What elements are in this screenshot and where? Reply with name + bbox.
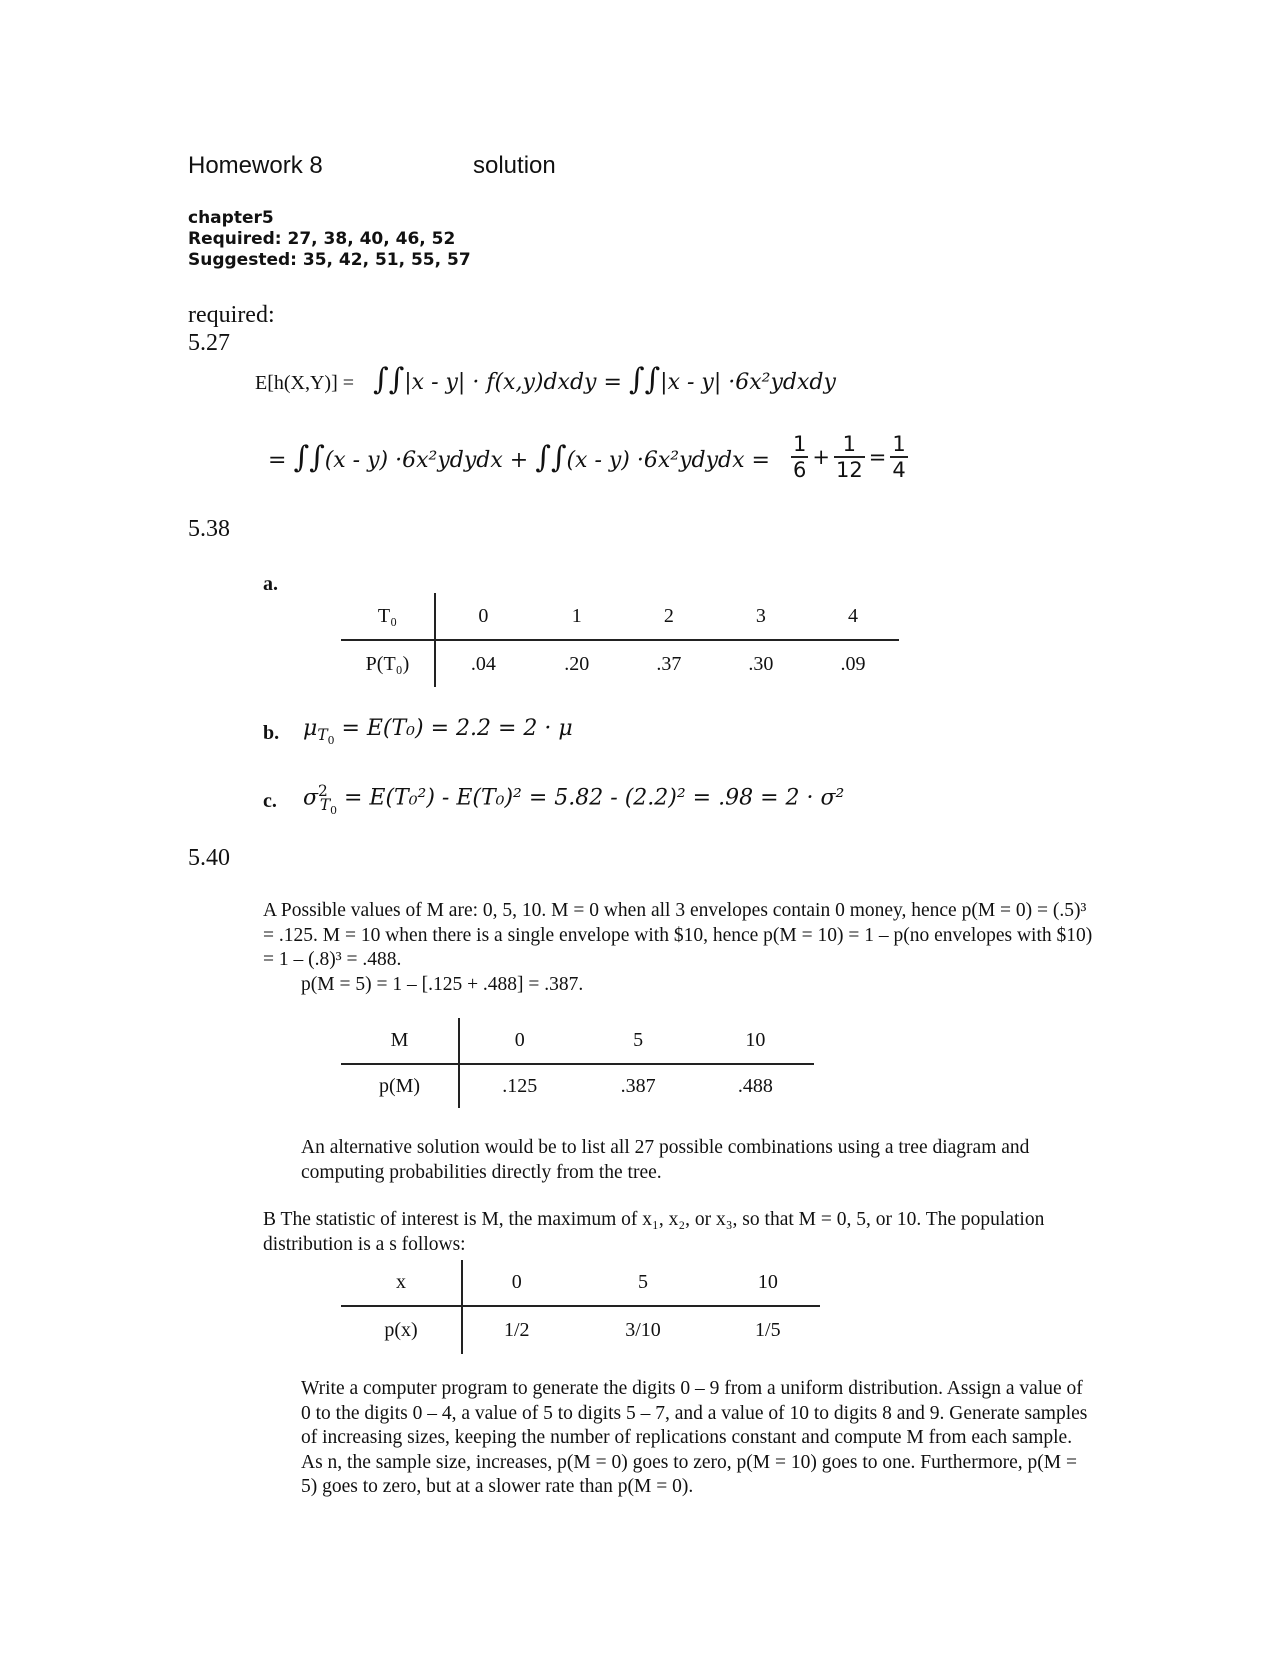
required-list: Required: 27, 38, 40, 46, 52 — [188, 229, 456, 249]
table-cell: .30 — [748, 652, 774, 675]
table-cell: 3/10 — [625, 1319, 661, 1341]
eq-line-2 — [268, 440, 770, 475]
problem-5-27-number: 5.27 — [188, 330, 230, 356]
table-row-header: p(M) — [341, 1064, 459, 1108]
table-cell: 0 — [462, 1260, 570, 1306]
alternative-paragraph: An alternative solution would be to list all 27 possible combinations using a tree diagram and computing probabilities directly from the tree. — [301, 1137, 1030, 1183]
double-integral-icon: ∫∫ — [535, 440, 567, 475]
x-distribution-table — [341, 1260, 820, 1354]
table-cell: 0 — [459, 1018, 580, 1064]
part-b-paragraph: B The statistic of interest is M, the maximum of x₁, x₂, or x₃, so that M = 0, 5, or 10. The population distribution is a s follows: — [263, 1209, 1045, 1255]
table-cell: .09 — [840, 652, 866, 675]
table-cell: .387 — [620, 1075, 656, 1097]
table-cell: .04 — [470, 652, 496, 675]
table-cell: 1/5 — [755, 1319, 781, 1341]
eq-line1-term2: |x - y| ·6x²ydxdy — [660, 370, 836, 395]
t0-distribution-table — [341, 593, 899, 687]
m-distribution-table — [341, 1018, 814, 1108]
table-cell: 5 — [580, 1018, 697, 1064]
table-cell: .488 — [737, 1075, 773, 1097]
eq-fractions: $\frac{1}{6}$ + $\frac{1}{12}$ = $\frac{1}{4}$ — [793, 432, 906, 482]
problem-5-38-number: 5.38 — [188, 516, 230, 542]
part-c-label: c. — [263, 790, 277, 812]
fraction-1-4: $\frac{1}{4}$ — [892, 432, 906, 482]
suggested-list: Suggested: 35, 42, 51, 55, 57 — [188, 250, 471, 270]
eq-lhs: E[h(X,Y)] = — [255, 372, 355, 394]
table-cell: .20 — [564, 652, 590, 675]
table-cell: 1 — [531, 593, 623, 640]
table-cell: 0 — [435, 593, 531, 640]
double-integral-icon: ∫∫ — [293, 440, 325, 475]
double-integral-icon: ∫∫ — [628, 362, 661, 397]
problem-5-40-number: 5.40 — [188, 845, 230, 871]
title-left: Homework 8 — [188, 152, 323, 179]
part-a-label: a. — [263, 573, 278, 595]
table-cell: 3 — [715, 593, 807, 640]
table-row-header: p(x) — [341, 1306, 462, 1354]
table-row-header: T₀ — [341, 593, 435, 640]
eq-line1-term1: |x - y| · f(x,y)dxdy = — [404, 370, 622, 395]
table-cell: 2 — [623, 593, 715, 640]
part-b-label: b. — [263, 722, 280, 744]
eq-line2-term1: (x - y) ·6x²ydydx + — [324, 448, 529, 473]
eq-line2-term2: (x - y) ·6x²ydydx = — [566, 448, 770, 473]
table-cell: 10 — [716, 1260, 820, 1306]
fraction-1-12: $\frac{1}{12}$ — [835, 432, 863, 482]
part-a-paragraph-2: p(M = 5) = 1 – [.125 + .488] = .387. — [301, 974, 584, 995]
fraction-1-6: $\frac{1}{6}$ — [793, 432, 807, 482]
table-cell: 4 — [807, 593, 899, 640]
table-row-header: P(T₀) — [341, 640, 435, 687]
eq-line-1 — [373, 362, 836, 397]
table-cell: .125 — [502, 1075, 538, 1097]
table-cell: 5 — [570, 1260, 715, 1306]
table-row-header: x — [341, 1260, 462, 1306]
eq-line2-start: = — [268, 448, 287, 473]
program-paragraph: Write a computer program to generate the digits 0 – 9 from a uniform distribution. Assign a value of 0 to the digits 0 – 4, a value of 5 to digits 5 – 7, and a value of 10 to digits 8 and 9. Generate samples of increasing sizes, keeping the number of replications constant and compute M from each sample. As n, the sample size, increases, p(M = 0) goes to zero, p(M = 10) goes to one. Furthermore, p(M = 5) goes to zero, but at a slower rate than p(M = 0). — [301, 1378, 1088, 1497]
part-c-expression: $\sigma^2_{T_0} = E(T_0^2) - E(T_0)^2 = 5.82 - (2.2)^2 = .98 = 2 \cdot \sigma^2$ — [303, 782, 845, 817]
table-cell: 1/2 — [503, 1319, 530, 1341]
chapter-label: chapter5 — [188, 208, 274, 228]
title-right: solution — [473, 152, 556, 179]
table-cell: .37 — [656, 652, 682, 675]
required-heading: required: — [188, 302, 275, 328]
table-row-header: M — [341, 1018, 459, 1064]
part-b-expression: $\mu_{T_0} = E(T_0) = 2.2 = 2 \cdot \mu$ — [303, 716, 573, 748]
part-a-paragraph: A Possible values of M are: 0, 5, 10. M = 0 when all 3 envelopes contain 0 money, hence p(M = 0) = (.5)³ = .125. M = 10 when there is a single envelope with $10, hence p(M = 10) = 1 – p(no envelopes with $10) = 1 – (.8)³ = .488. — [263, 900, 1093, 970]
double-integral-icon: ∫∫ — [373, 362, 405, 397]
table-cell: 10 — [697, 1018, 814, 1064]
